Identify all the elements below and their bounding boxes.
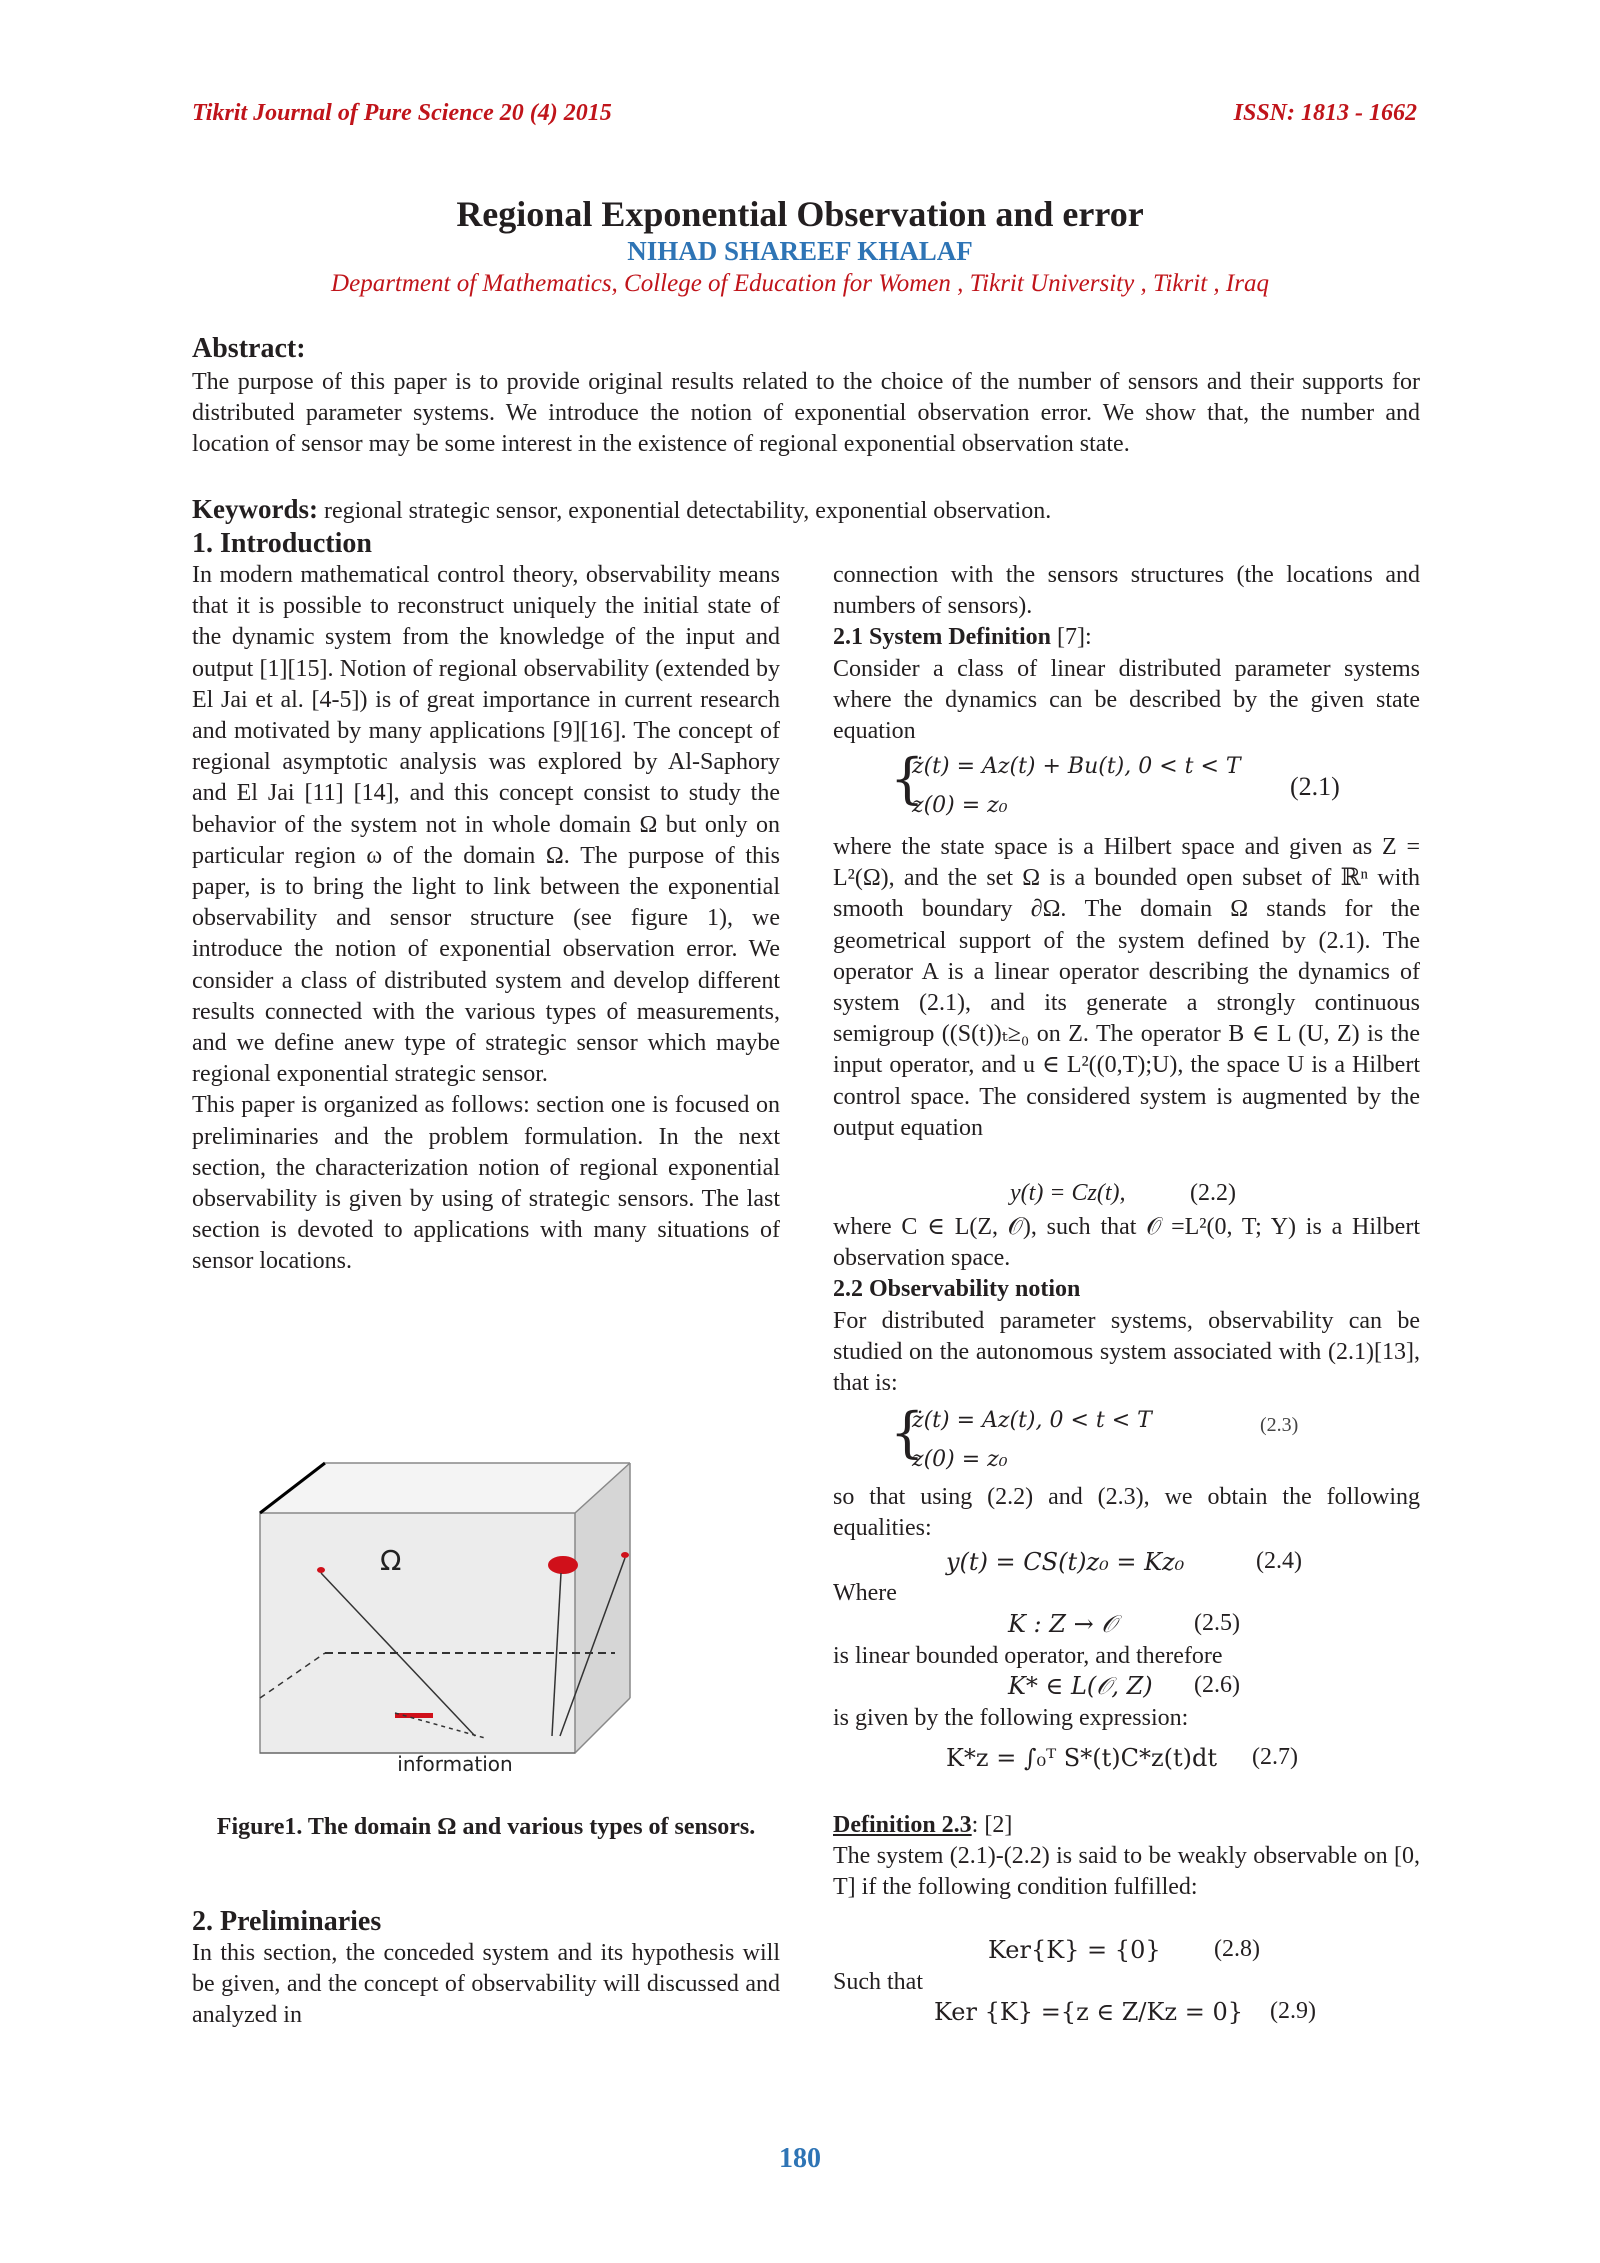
equation-2-4-number: (2.4) (1256, 1548, 1302, 1574)
keywords-text: regional strategic sensor, exponential detectability, exponential observation. (317, 498, 1052, 524)
information-label: information (397, 1752, 513, 1776)
equation-2-2: y(t) = Cz(t), (1010, 1180, 1126, 1206)
equation-2-7-number: (2.7) (1252, 1744, 1298, 1770)
equation-2-1-number: (2.1) (1290, 772, 1340, 801)
author-name: NIHAD SHAREEF KHALAF (627, 236, 973, 266)
affiliation: Department of Mathematics, College of Education for Women , Tikrit University , Tikrit , Iraq (331, 270, 1269, 297)
state-space-text: where the state space is a Hilbert space and given as Z = L²(Ω), and the set Ω is a bounded open subset of ℝⁿ with smooth boundary ∂Ω. The domain Ω stands for the geometrical support of the system defined by (2.1). The operator A is a linear operator describing the dynamics of system (2.1), and its generate a strongly continuous semigroup ((S(t))ₜ≥₀ on Z. The operator B ∈ L (U, Z) is the input operator, and u ∈ L²((0,T);U), the space U is a Hilbert control space. The considered system is augmented by the output equation (833, 834, 1420, 1141)
point-sensor-1 (317, 1567, 325, 1573)
equation-2-1-line2: z(0) = z₀ (912, 793, 1008, 818)
omega-label: Ω (380, 1544, 402, 1577)
equation-2-7: K*z = ∫₀ᵀ S*(t)C*z(t)dt (946, 1744, 1217, 1772)
equation-2-6-number: (2.6) (1194, 1672, 1240, 1698)
equalities-text: so that using (2.2) and (2.3), we obtain the following equalities: (833, 1484, 1420, 1542)
definition-heading: Definition 2.3 (833, 1812, 972, 1838)
expression-text: is given by the following expression: (833, 1705, 1189, 1731)
bounded-operator-text: is linear bounded operator, and therefore (833, 1643, 1223, 1669)
definition-block (833, 1810, 1420, 1904)
equation-2-9: Ker {K} ={z ∈ Z/Kz = 0} (934, 1998, 1243, 2026)
observability-text: For distributed parameter systems, observability can be studied on the autonomous system associated with (2.1)[13], that is: (833, 1307, 1420, 1397)
brace-2-3: { (890, 1401, 925, 1464)
system-intro-text: Consider a class of linear distributed parameter systems where the dynamics can be described by the given state equation (833, 655, 1420, 745)
paper-title: Regional Exponential Observation and error (456, 194, 1144, 234)
system-definition-line (833, 622, 1420, 653)
journal-header: Tikrit Journal of Pure Science 20 (4) 2015 (192, 100, 612, 126)
equation-2-5-number: (2.5) (1194, 1610, 1240, 1636)
right-para-observation (833, 1212, 1420, 1399)
observation-space-text: where C ∈ L(Z, 𝒪), such that 𝒪 =L²(0, T; Y) is a Hilbert observation space. (833, 1214, 1420, 1272)
domain-figure (255, 1458, 655, 1778)
intro-body (192, 560, 780, 1278)
connection-text: connection with the sensors structures (the locations and numbers of sensors). (833, 562, 1420, 620)
zone-sensor (548, 1556, 578, 1574)
definition-ref: : [2] (971, 1812, 1013, 1838)
prelim-heading: 2. Preliminaries (192, 1906, 382, 1937)
equation-2-3-number: (2.3) (1260, 1414, 1299, 1436)
equation-2-8-number: (2.8) (1214, 1936, 1260, 1962)
intro-paragraph-2: This paper is organized as follows: section one is focused on preliminaries and the problem formulation. In the next section, the characterization notion of regional exponential observability is given by using of strategic sensors. The last section is devoted to applications with many situations of sensor locations. (192, 1092, 780, 1275)
boundary-sensor (395, 1713, 433, 1718)
such-that-label: Such that (833, 1969, 923, 1995)
equation-2-8: Ker{K} = {0} (988, 1936, 1161, 1964)
definition-line (833, 1810, 1420, 1841)
observability-heading: 2.2 Observability notion (833, 1276, 1081, 1303)
equation-2-1-line1: ż(t) = Az(t) + Bu(t), 0 < t < T (912, 754, 1241, 779)
equation-2-5: K : Z → 𝒪 (1008, 1610, 1117, 1638)
abstract-text: The purpose of this paper is to provide original results related to the choice of the number of sensors and their supports for distributed parameter systems. We introduce the notion of exponential observation error. We show that, the number and location of sensor may be some interest in the existence of regional exponential observation state. (192, 369, 1420, 457)
point-sensor-2 (621, 1552, 629, 1558)
page-number: 180 (779, 2143, 821, 2174)
figure-caption: Figure1. The domain Ω and various types of sensors. (216, 1814, 756, 1840)
intro-heading: 1. Introduction (192, 528, 372, 559)
equation-2-2-number: (2.2) (1190, 1180, 1236, 1206)
prelim-text: In this section, the conceded system and its hypothesis will be given, and the concept of observability will discussed and analyzed in (192, 1940, 780, 2029)
equation-2-3-line2: z(0) = z₀ (912, 1447, 1008, 1472)
definition-text: The system (2.1)-(2.2) is said to be weakly observable on [0, T] if the following condition fulfilled: (833, 1843, 1420, 1901)
keywords-label: Keywords: (192, 494, 318, 524)
right-para-1 (833, 560, 1420, 747)
intro-paragraph-1: In modern mathematical control theory, observability means that it is possible to reconstruct uniquely the initial state of the dynamic system from the knowledge of the input and output [1][15]. Notion of regional observability (extended by El Jai et al. [4-5]) is of great importance in current research and motivated by many applications [9][16]. The concept of regional asymptotic analysis was explored by Al-Saphory and El Jai [11] [14], and this concept consist to study the behavior of the system not in whole domain Ω but only on particular region ω of the domain Ω. The purpose of this paper, is to bring the light to link between the exponential observability and sensor structure (see figure 1), we introduce the notion of exponential observation error. We consider a class of distributed system and develop different results connected with the various types of measurements, and we define anew type of strategic sensor which maybe regional exponential strategic sensor. (192, 562, 780, 1088)
equation-2-9-number: (2.9) (1270, 1998, 1316, 2024)
equation-2-3-line1: ż(t) = Az(t), 0 < t < T (912, 1408, 1152, 1433)
brace-2-1: { (890, 747, 925, 810)
issn-header: ISSN: 1813 - 1662 (1233, 100, 1417, 126)
system-definition-ref: [7]: (1051, 624, 1092, 651)
abstract-heading: Abstract: (192, 333, 306, 364)
equation-2-6: K* ∈ L(𝒪, Z) (1008, 1672, 1153, 1700)
system-definition-heading: 2.1 System Definition (833, 624, 1051, 651)
where-label: Where (833, 1580, 897, 1606)
equation-2-4: y(t) = CS(t)z₀ = Kz₀ (946, 1548, 1185, 1576)
keywords (192, 494, 1420, 525)
